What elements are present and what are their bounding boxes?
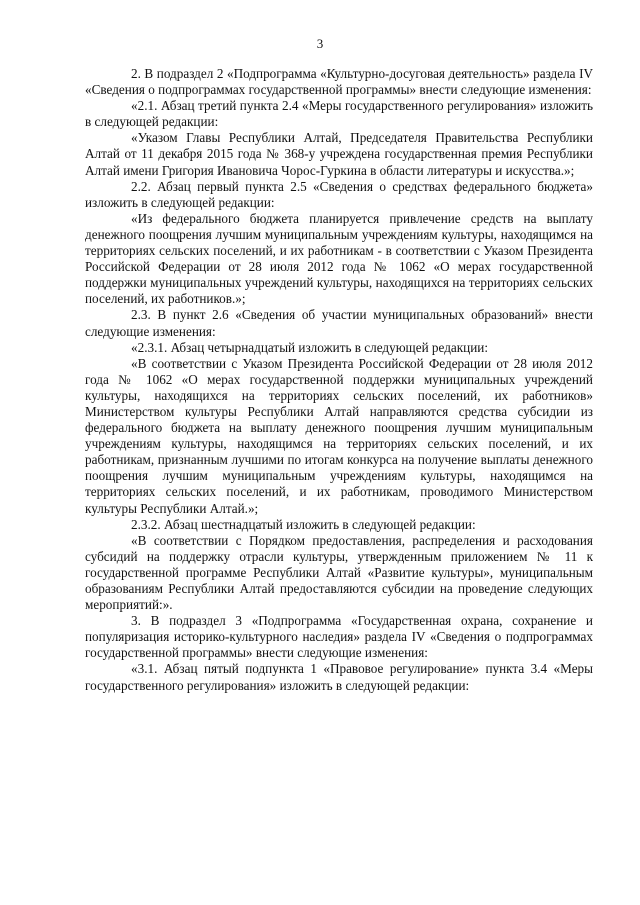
document-body [85,66,593,694]
paragraph-quote-subsidy-procedure: «В соответствии с Порядком предоставления, распределения и расходования субсидий на поддержку отрасли культуры, утвержденным приложением № 11 к государственной программе Республики Алтай «Развитие культуры», муниципальным образованиям Республики Алтай предоставляются субсидии на проведение следующих мероприятий:». [85,532,593,613]
paragraph-item-2-1: «2.1. Абзац третий пункта 2.4 «Меры государственного регулирования» изложить в следующей редакции: [85,98,593,130]
paragraph-item-2-2: 2.2. Абзац первый пункта 2.5 «Сведения о средствах федерального бюджета» изложить в следующей редакции: [85,178,593,210]
paragraph-item-2-3: 2.3. В пункт 2.6 «Сведения об участии муниципальных образований» внести следующие изменения: [85,307,593,339]
paragraph-section-3: 3. В подраздел 3 «Подпрограмма «Государственная охрана, сохранение и популяризация историко-культурного наследия» раздела IV «Сведения о подпрограммах государственной программы» внести следующие изменения: [85,613,593,661]
paragraph-quote-presidential-decree: «В соответствии с Указом Президента Российской Федерации от 28 июля 2012 года № 1062 «О мерах государственной поддержки муниципальных учреждений культуры, находящихся на территориях сельских поселений, их работников» Министерством культуры Республики Алтай направляются средства субсидии из федерального бюджета на выплату денежного поощрения лучшим муниципальным учреждениям культуры, находящимся на территориях сельских поселений, и их работникам, признанным лучшими по итогам конкурса на получение выплаты денежного поощрения лучшим муниципальным учреждениям культуры, находящимся на территориях сельских поселений, и их работникам, проводимого Министерством культуры Республики Алтай.»; [85,355,593,516]
paragraph-item-2-3-2: 2.3.2. Абзац шестнадцатый изложить в следующей редакции: [131,516,476,532]
paragraph-section-2: 2. В подраздел 2 «Подпрограмма «Культурно-досуговая деятельность» раздела IV «Сведения о подпрограммах государственной программы» внести следующие изменения: [85,66,593,98]
page-number: 3 [316,36,324,51]
paragraph-quote-federal-budget: «Из федерального бюджета планируется привлечение средств на выплату денежного поощрения лучшим муниципальным учреждениям культуры, находящимся на территориях сельских поселений, и их работникам - в соответствии с Указом Президента Российской Федерации от 28 июля 2012 года № 1062 «О мерах государственной поддержки муниципальных учреждений культуры, находящихся на территориях сельских поселений, их работников.»; [85,210,593,307]
paragraph-item-3-1: «3.1. Абзац пятый подпункта 1 «Правовое регулирование» пункта 3.4 «Меры государственного регулирования» изложить в следующей редакции: [85,661,593,693]
paragraph-quote-decree: «Указом Главы Республики Алтай, Председателя Правительства Республики Алтай от 11 декабря 2015 года № 368-у учреждена государственная премия Республики Алтай имени Григория Ивановича Чорос-Гуркина в области литературы и искусства.»; [85,130,593,178]
paragraph-item-2-3-1: «2.3.1. Абзац четырнадцатый изложить в следующей редакции: [131,339,489,355]
